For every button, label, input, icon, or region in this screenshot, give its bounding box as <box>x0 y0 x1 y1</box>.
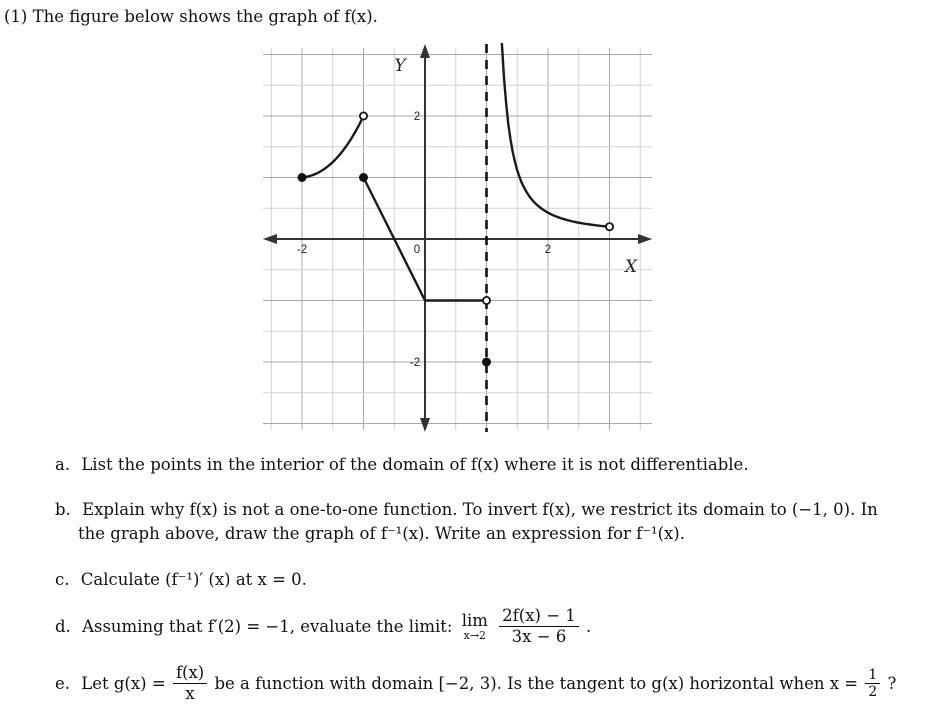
question-d <box>55 606 591 647</box>
tick-label-y-2: 2 <box>413 111 421 123</box>
question-a-text: List the points in the interior of the domain of f(x) where it is not differentiable. <box>81 455 749 474</box>
question-e-letter: e. <box>55 674 71 693</box>
question-d-text: Assuming that f′(2) = −1, evaluate the limit: <box>82 617 453 636</box>
y-axis-arrow-down <box>420 418 430 432</box>
closed-point <box>483 358 490 365</box>
limit-denominator: 3x − 6 <box>511 627 567 646</box>
tick-label-x-2: 2 <box>544 244 552 256</box>
limit-subscript: x→2 <box>463 628 487 642</box>
closed-point <box>360 174 367 181</box>
question-d-end: . <box>586 617 592 636</box>
limit-fraction <box>499 606 579 647</box>
question-d-letter: d. <box>55 617 71 636</box>
question-e-end: ? <box>887 674 897 693</box>
question-c-text: Calculate (f⁻¹)′ (x) at x = 0. <box>80 570 307 589</box>
open-point <box>360 112 367 119</box>
question-c-letter: c. <box>55 570 70 589</box>
y-axis-arrow-up <box>420 44 430 58</box>
g-numerator: f(x) <box>173 663 207 684</box>
half-fraction <box>865 667 880 700</box>
axes <box>263 44 652 432</box>
question-e <box>55 663 896 704</box>
x-axis-arrow-left <box>263 234 277 244</box>
question-b-line1: Explain why f(x) is not a one-to-one function. To invert f(x), we restrict its domain to (−1, 0). In <box>82 500 878 519</box>
x-axis-label: X <box>624 257 638 277</box>
question-b <box>55 499 878 521</box>
problem-header: (1) The figure below shows the graph of f(x). <box>4 7 378 26</box>
y-axis-label: Y <box>394 56 406 76</box>
question-e-middle: be a function with domain [−2, 3). Is the tangent to g(x) horizontal when x = <box>214 674 859 693</box>
question-e-prefix: Let g(x) = <box>81 674 166 693</box>
g-fraction <box>173 663 207 704</box>
question-a-letter: a. <box>55 455 71 474</box>
open-point <box>606 223 613 230</box>
curve-piece-4 <box>502 44 610 227</box>
x-axis-arrow-right <box>638 234 652 244</box>
closed-point <box>298 174 305 181</box>
limit-word: lim <box>461 610 488 630</box>
tick-label-origin: 0 <box>413 244 421 256</box>
half-denominator: 2 <box>868 684 878 700</box>
limit-numerator: 2f(x) − 1 <box>499 606 579 627</box>
question-b-line2: the graph above, draw the graph of f⁻¹(x). Write an expression for f⁻¹(x). <box>78 524 685 543</box>
g-denominator: x <box>185 684 195 703</box>
question-a <box>55 454 749 476</box>
half-numerator: 1 <box>865 667 880 684</box>
tick-label-y-neg2: -2 <box>409 357 421 369</box>
open-point <box>483 297 490 304</box>
question-c <box>55 569 307 591</box>
limit-operator <box>462 612 488 642</box>
tick-label-x-neg2: -2 <box>296 244 308 256</box>
question-b-letter: b. <box>55 500 71 519</box>
